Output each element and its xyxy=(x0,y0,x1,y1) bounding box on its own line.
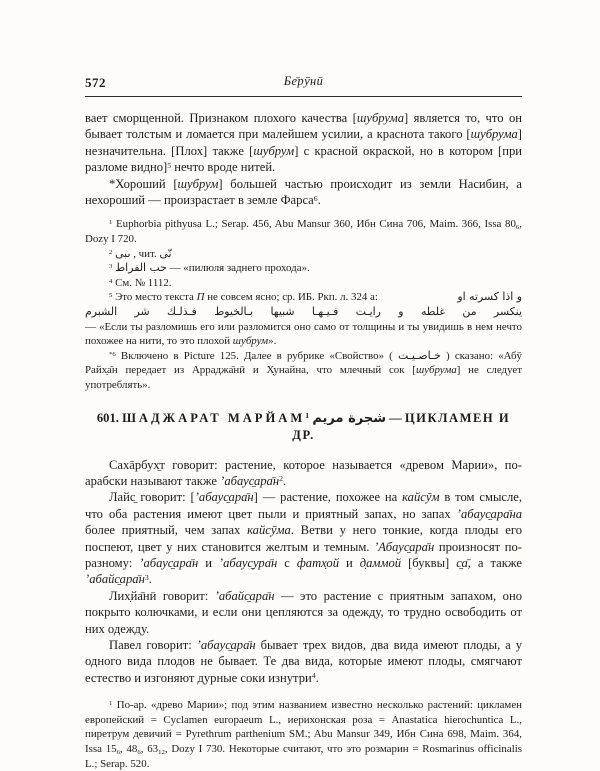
footnote-text: $^5$ Это место текста П не совсем ясно; ср. ИБ. Ркп. л. 324 а: xyxy=(109,291,378,304)
body-text-top xyxy=(85,110,522,208)
body-text-main xyxy=(85,457,522,687)
running-title: Бе̄рӯнӣ xyxy=(283,74,324,88)
footnote xyxy=(85,290,522,305)
footnote: $^2$ ىبى , чит. نّى xyxy=(109,246,172,260)
paragraph: Сахāрбух̱т говорит: растение, которое называется «древом Марии», по-арабски называют также $’абаус̱ара̄н^2$. xyxy=(85,457,522,488)
footnotes-top xyxy=(85,217,522,392)
paragraph: вает сморщенной. Признаком плохого качества [шубрума] является то, что он бывает толстым и ломается при малейшем усилии, а краснота такого [шубрума] незначительна. [Плох] также [шубрум] с красной окраской, но в котором [при разломе видно]$^5$ нечто вроде нитей. xyxy=(85,111,522,175)
section-heading: 601. ШАДЖАРАТ МАРЙАМ$^1$ شجرة مريم — ЦИКЛАМЕН И ДР. xyxy=(96,410,511,442)
text-block xyxy=(85,74,522,771)
arabic-citation-line: ينكسر من غلطه و رايـت فـيـهـا شبيها بـالخيوط فـذلـك شر الشبرم xyxy=(85,305,522,318)
page-number: 572 xyxy=(85,75,106,90)
paragraph: Павел говорит: ’абаус̱ара̄н бывает трех видов, два вида имеют плоды, а у одного вида плодов не бывает. Те два вида, которые имеют плоды, смягчают естество и изгоняют дурные соки изнутри$^4$. xyxy=(85,638,522,685)
footnote-translation: — «Если ты разломишь его или разломится оно само от толщины и ты увидишь в нем нечто похожее на нити, то это плохой шубрум». xyxy=(85,320,522,348)
paragraph: *Хороший [шубрум] большей частью происходит из земли Насибин, а нехороший — произрастает в земле Фарса$^6$. xyxy=(85,176,522,208)
footnote: $^3$ حب الفراط — «пилюля заднего прохода». xyxy=(109,261,310,275)
paragraph: Лих̣йа̄нӣ говорит: ’абайс̱ара̄н — это растение с приятным запахом, оно покрыто колючками, и если они цепляются за одежду, то трудно освободить от них одежду. xyxy=(85,588,522,636)
footnote: $^4$ См. № 1112. xyxy=(109,276,172,289)
footnote: $^1$ По-ар. «древо Марии»; под этим названием известно несколько растений: цикламен европейский = Cyclamen europaeum L., иерихонская роза = Anastatica hierochuntica L., пиретрум девичий = Pyrethrum parthenium SM.; Abu Mansur 349, Ибн Сина 698, Maim. 364, Issa $15_6$, $48_6$, $63_{12}$, Dozy I 730. Некоторые считают, что это розмарин = Rosmarinus officinalis L.; Serap. 520. xyxy=(85,699,523,770)
footnote: $^{*6}$ Включено в Picture 125. Далее в рубрике «Свойство» ( خـاصـيـت ) сказано: «Абӯ Райх̣а̄н передает из Арраджа̄нӣ и Х̣унайна, что млечный сок [шубрума] не следует употреблять». xyxy=(85,348,522,391)
paragraph: Лайс̱ говорит: [’абаус̱ара̄н] — растение, похожее на кайсӯм в том смысле, что оба растения имеют цвет пыли и приятный запах, но запах ’абаус̱ара̄на более приятный, чем запах кайсӯма. Ветви у него тонкие, когда плоды его поспеют, цвет у них становится желтым и темным. ’Абаус̱ара̄н произносят по-разному: ’абаус̱ара̄н и ’абаус̱ура̄н с фатх̣ой и д̣аммой [буквы] с̱а̄, а также $’абайс̱ара̄н^3$. xyxy=(85,490,523,587)
footnote: $^1$ Euphorbia pithyusa L.; Serap. 456, Abu Mansur 360, Ибн Сина 706, Maim. 366, Issa $80_6$, Dozy I 720. xyxy=(85,218,522,246)
footnotes-bottom xyxy=(85,698,522,771)
running-head xyxy=(85,74,522,97)
arabic-citation: و اذا كسرته او xyxy=(457,290,522,304)
